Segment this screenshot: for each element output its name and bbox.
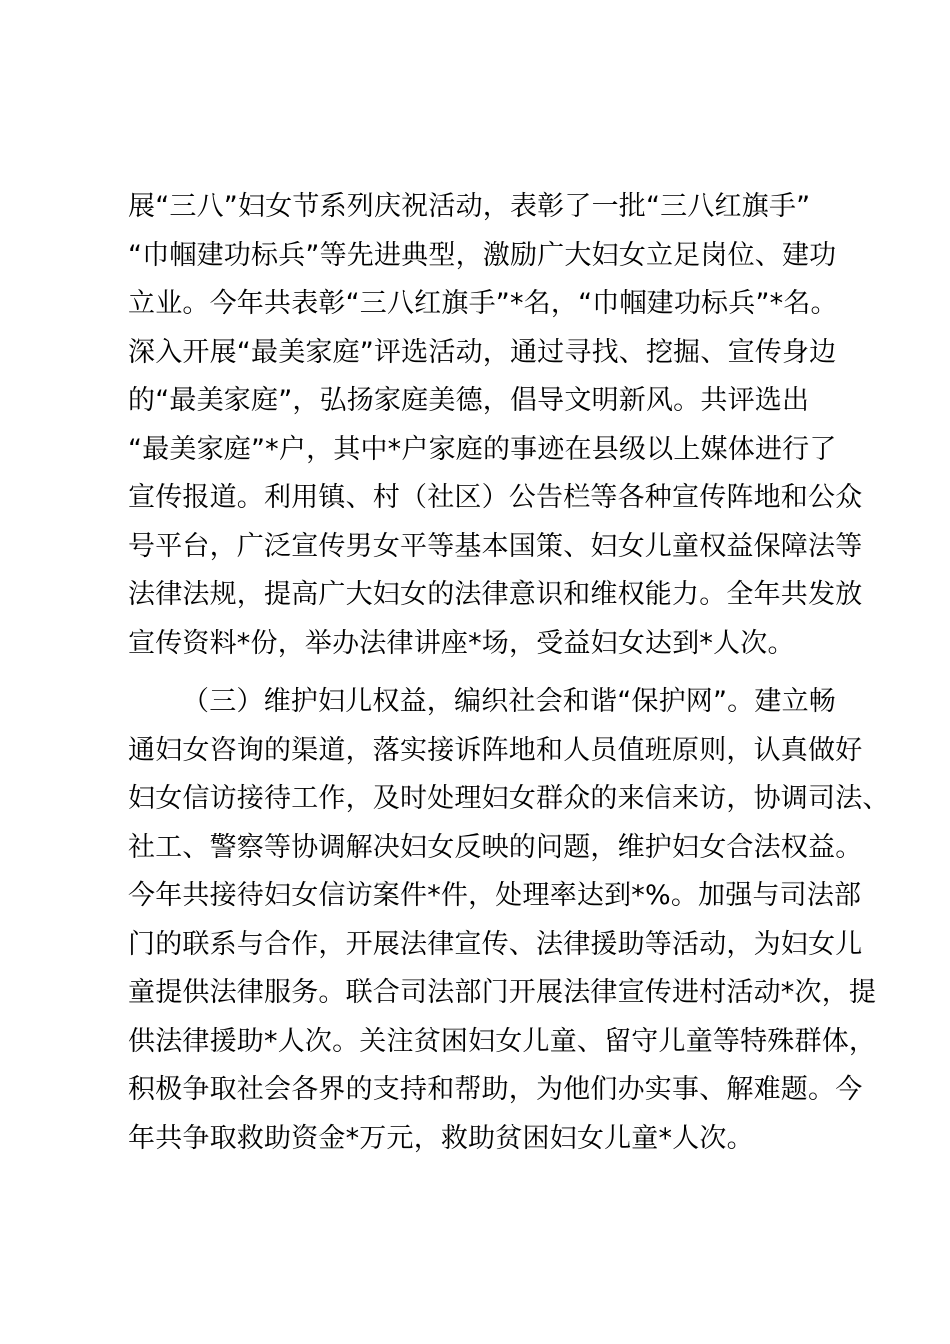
text-line: 年共争取救助资金*万元，救助贫困妇女儿童*人次。 xyxy=(128,1123,754,1154)
text-line: 社工、警察等协调解决妇女反映的问题，维护妇女合法权益。 xyxy=(128,832,863,863)
text-line: 展“三八”妇女节系列庆祝活动，表彰了一批“三八红旗手” xyxy=(128,191,811,222)
text-line: 法律法规，提高广大妇女的法律意识和维权能力。全年共发放 xyxy=(128,579,863,610)
text-line: “巾帼建功标兵”等先进典型，激励广大妇女立足岗位、建功 xyxy=(128,240,837,271)
text-line: 号平台，广泛宣传男女平等基本国策、妇女儿童权益保障法等 xyxy=(128,531,863,562)
text-line: 宣传资料*份，举办法律讲座*场，受益妇女达到*人次。 xyxy=(128,628,795,659)
text-line: 童提供法律服务。联合司法部门开展法律宣传进村活动*次，提 xyxy=(128,977,877,1008)
text-line: 今年共接待妇女信访案件*件，处理率达到*%。加强与司法部 xyxy=(128,880,862,911)
text-line: 宣传报道。利用镇、村（社区）公告栏等各种宣传阵地和公众 xyxy=(128,482,863,513)
text-line: “最美家庭”*户，其中*户家庭的事迹在县级以上媒体进行了 xyxy=(128,434,837,465)
text-line: 深入开展“最美家庭”评选活动，通过寻找、挖掘、宣传身边 xyxy=(128,337,837,368)
section-heading-line: （三）维护妇儿权益，编织社会和谐“保护网”。建立畅 xyxy=(182,686,836,717)
text-line: 通妇女咨询的渠道，落实接诉阵地和人员值班原则，认真做好 xyxy=(128,735,863,766)
text-line: 积极争取社会各界的支持和帮助，为他们办实事、解难题。今 xyxy=(128,1074,863,1105)
text-line: 门的联系与合作，开展法律宣传、法律援助等活动，为妇女儿 xyxy=(128,929,863,960)
text-line: 立业。今年共表彰“三八红旗手”*名，“巾帼建功标兵”*名。 xyxy=(128,288,838,319)
text-line: 妇女信访接待工作，及时处理妇女群众的来信来访，协调司法、 xyxy=(128,783,890,814)
text-line: 供法律援助*人次。关注贫困妇女儿童、留守儿童等特殊群体， xyxy=(128,1026,877,1057)
text-line: 的“最美家庭”，弘扬家庭美德，倡导文明新风。共评选出 xyxy=(128,385,810,416)
